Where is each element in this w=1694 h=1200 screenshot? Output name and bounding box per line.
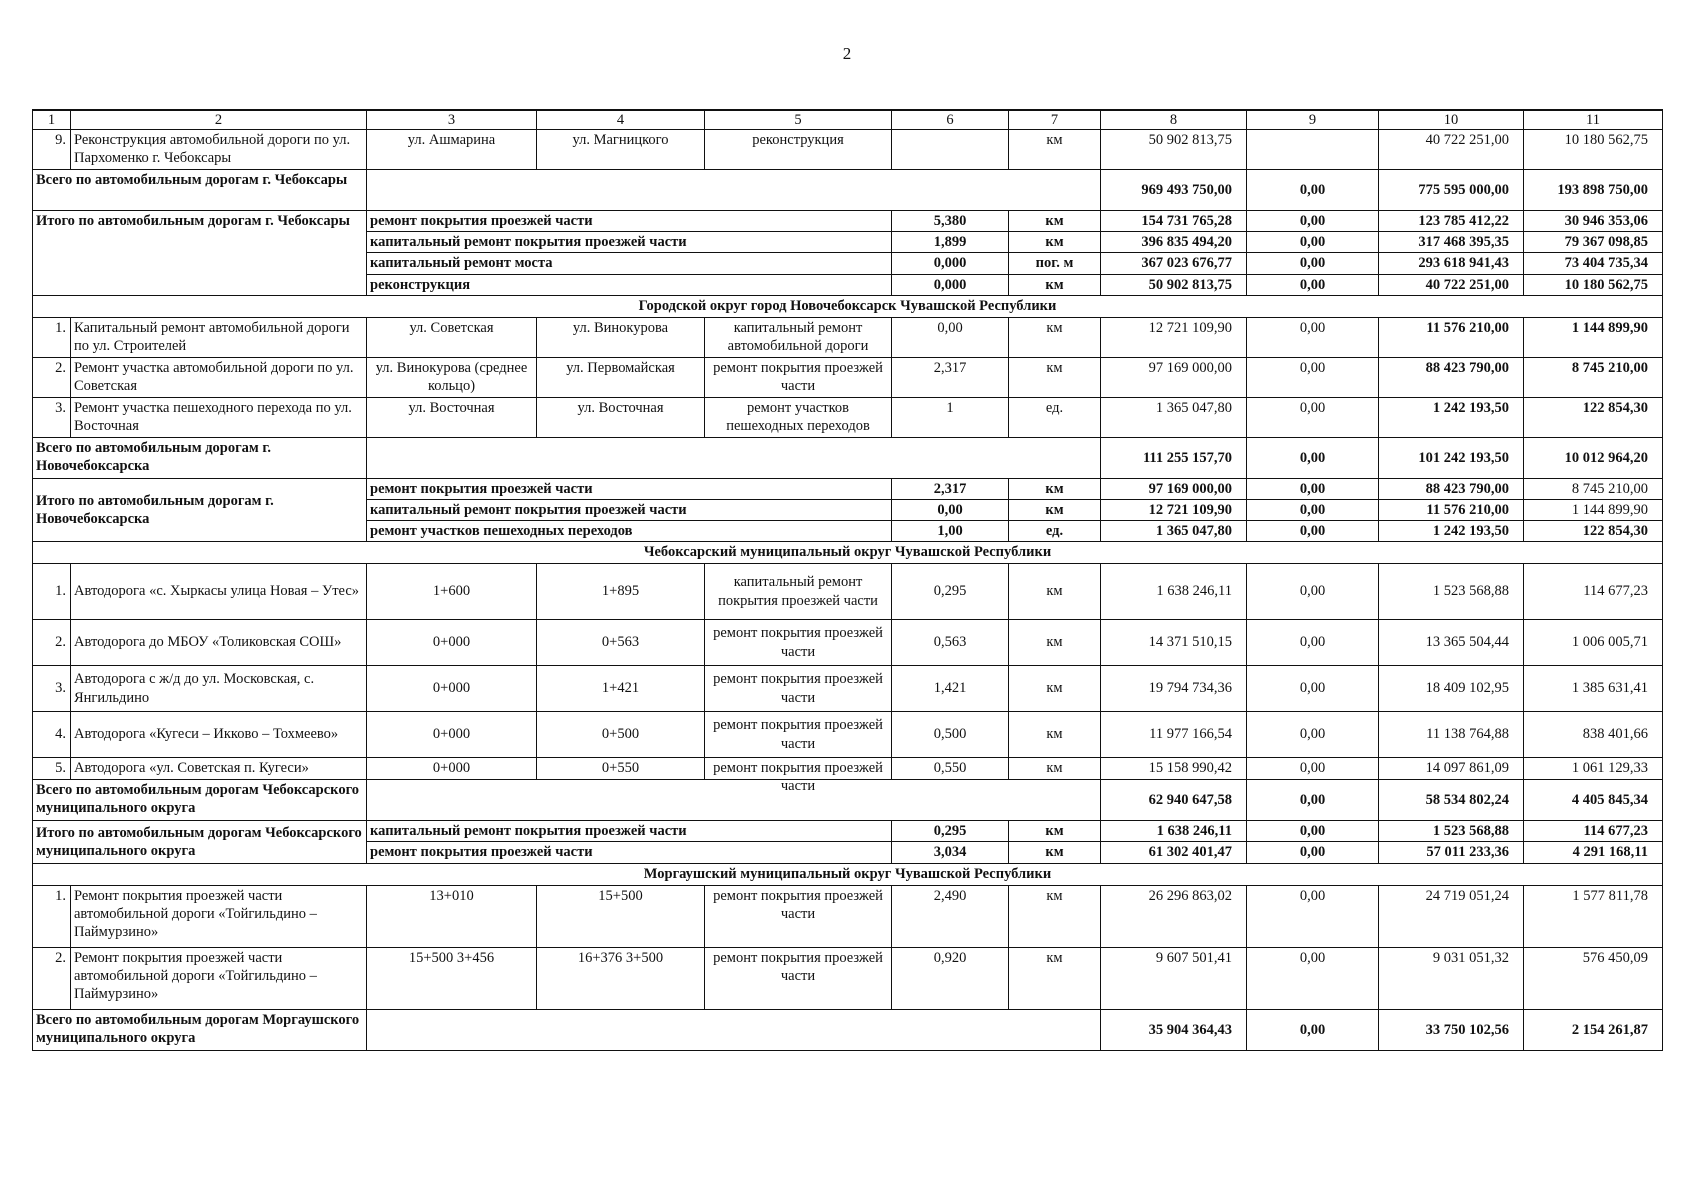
col11-value: 73 404 735,34 xyxy=(1524,253,1663,274)
col9-value: 0,00 xyxy=(1247,1010,1379,1051)
col9-value: 0,00 xyxy=(1247,712,1379,758)
total-cost: 35 904 364,43 xyxy=(1101,1010,1247,1051)
object-name: Капитальный ремонт автомобильной дороги по ул. Строителей xyxy=(71,317,367,357)
col10-value: 88 423 790,00 xyxy=(1379,357,1524,397)
col10-value: 13 365 504,44 xyxy=(1379,620,1524,666)
total-cost: 50 902 813,75 xyxy=(1101,130,1247,170)
length: 1,421 xyxy=(892,666,1009,712)
unit: км xyxy=(1009,357,1101,397)
col11-value: 114 677,23 xyxy=(1524,821,1663,842)
col10-value: 58 534 802,24 xyxy=(1379,780,1524,821)
total-cost: 61 302 401,47 xyxy=(1101,842,1247,864)
col11-value: 576 450,09 xyxy=(1524,948,1663,1010)
col11-value: 30 946 353,06 xyxy=(1524,211,1663,232)
table-row xyxy=(33,712,1663,758)
col9-value: 0,00 xyxy=(1247,397,1379,437)
total-cost: 50 902 813,75 xyxy=(1101,274,1247,295)
col10-value: 1 242 193,50 xyxy=(1379,520,1524,541)
object-name: Реконструкция автомобильной дороги по ул. Пархоменко г. Чебоксары xyxy=(71,130,367,170)
total-cost: 367 023 676,77 xyxy=(1101,253,1247,274)
work-type: капитальный ремонт моста xyxy=(367,253,892,274)
start-point: ул. Ашмарина xyxy=(367,130,537,170)
work-type xyxy=(705,758,892,795)
col9-value: 0,00 xyxy=(1247,564,1379,620)
start-point: 0+000 xyxy=(367,620,537,666)
col-num: 2 xyxy=(71,110,367,130)
total-cost: 15 158 990,42 xyxy=(1101,758,1247,780)
col9-value: 0,00 xyxy=(1247,232,1379,253)
unit: км xyxy=(1009,948,1101,1010)
table-row xyxy=(33,886,1663,948)
row-index: 4. xyxy=(33,712,71,758)
col-num: 8 xyxy=(1101,110,1247,130)
table-row xyxy=(33,564,1663,620)
total-cost: 97 169 000,00 xyxy=(1101,478,1247,499)
work-type-text: ремонт покрытия проезжей части xyxy=(713,760,883,795)
vsego-row xyxy=(33,780,1663,821)
col-num: 7 xyxy=(1009,110,1101,130)
col10-value: 11 576 210,00 xyxy=(1379,317,1524,357)
work-type: капитальный ремонт покрытия проезжей части xyxy=(367,232,892,253)
col10-value: 293 618 941,43 xyxy=(1379,253,1524,274)
total-cost: 1 365 047,80 xyxy=(1101,397,1247,437)
col-num: 6 xyxy=(892,110,1009,130)
section-title: Моргаушский муниципальный округ Чувашской Республики xyxy=(33,864,1663,886)
length: 5,380 xyxy=(892,211,1009,232)
total-cost: 12 721 109,90 xyxy=(1101,317,1247,357)
total-cost: 1 638 246,11 xyxy=(1101,564,1247,620)
unit: км xyxy=(1009,317,1101,357)
col11-value: 1 144 899,90 xyxy=(1524,499,1663,520)
vsego-label: Всего по автомобильным дорогам Моргаушского муниципального округа xyxy=(33,1010,367,1051)
end-point: ул. Винокурова xyxy=(537,317,705,357)
empty-cell xyxy=(367,1010,1101,1051)
col-num: 5 xyxy=(705,110,892,130)
unit: км xyxy=(1009,666,1101,712)
object-name: Автодорога «с. Хыркасы улица Новая – Утес» xyxy=(71,564,367,620)
col9-value: 0,00 xyxy=(1247,170,1379,211)
object-name: Ремонт участка автомобильной дороги по ул. Советская xyxy=(71,357,367,397)
end-point: 0+550 xyxy=(537,758,705,780)
total-cost: 14 371 510,15 xyxy=(1101,620,1247,666)
vsego-label: Всего по автомобильным дорогам Чебоксарского муниципального округа xyxy=(33,780,367,821)
row-index: 5. xyxy=(33,758,71,780)
unit: км xyxy=(1009,886,1101,948)
col11-value: 10 012 964,20 xyxy=(1524,437,1663,478)
col11-value: 4 405 845,34 xyxy=(1524,780,1663,821)
length: 1 xyxy=(892,397,1009,437)
end-point: ул. Первомайская xyxy=(537,357,705,397)
itogo-row xyxy=(33,821,1663,842)
section-title: Городской округ город Новочебоксарск Чувашской Республики xyxy=(33,295,1663,317)
length: 1,899 xyxy=(892,232,1009,253)
work-type: ремонт участков пешеходных переходов xyxy=(367,520,892,541)
vsego-label: Всего по автомобильным дорогам г. Новочебоксарска xyxy=(33,437,367,478)
col11-value: 10 180 562,75 xyxy=(1524,274,1663,295)
col9-value: 0,00 xyxy=(1247,357,1379,397)
row-index: 1. xyxy=(33,886,71,948)
unit: км xyxy=(1009,620,1101,666)
col11-value: 122 854,30 xyxy=(1524,397,1663,437)
end-point: ул. Магницкого xyxy=(537,130,705,170)
col-num: 9 xyxy=(1247,110,1379,130)
row-index: 3. xyxy=(33,666,71,712)
col9-value: 0,00 xyxy=(1247,437,1379,478)
work-type: ремонт покрытия проезжей части xyxy=(705,712,892,758)
itogo-label: Итого по автомобильным дорогам г. Чебоксары xyxy=(33,211,367,296)
col10-value: 11 576 210,00 xyxy=(1379,499,1524,520)
unit: км xyxy=(1009,758,1101,780)
start-point: ул. Восточная xyxy=(367,397,537,437)
itogo-row xyxy=(33,211,1663,232)
col11-value: 4 291 168,11 xyxy=(1524,842,1663,864)
row-index: 9. xyxy=(33,130,71,170)
total-cost: 969 493 750,00 xyxy=(1101,170,1247,211)
length: 0,295 xyxy=(892,821,1009,842)
table-row xyxy=(33,357,1663,397)
unit: км xyxy=(1009,130,1101,170)
length: 0,550 xyxy=(892,758,1009,780)
work-type: ремонт покрытия проезжей части xyxy=(705,886,892,948)
empty-cell xyxy=(367,437,1101,478)
row-index: 1. xyxy=(33,564,71,620)
unit: пог. м xyxy=(1009,253,1101,274)
itogo-label: Итого по автомобильным дорогам Чебоксарского муниципального округа xyxy=(33,821,367,864)
col10-value: 40 722 251,00 xyxy=(1379,130,1524,170)
object-name: Ремонт покрытия проезжей части автомобильной дороги «Тойгильдино – Паймурзино» xyxy=(71,886,367,948)
section-header xyxy=(33,864,1663,886)
col9-value: 0,00 xyxy=(1247,211,1379,232)
table-row xyxy=(33,130,1663,170)
table-row xyxy=(33,397,1663,437)
start-point: 1+600 xyxy=(367,564,537,620)
total-cost: 1 365 047,80 xyxy=(1101,520,1247,541)
total-cost: 62 940 647,58 xyxy=(1101,780,1247,821)
end-point: 1+895 xyxy=(537,564,705,620)
col10-value: 775 595 000,00 xyxy=(1379,170,1524,211)
row-index: 3. xyxy=(33,397,71,437)
row-index: 2. xyxy=(33,620,71,666)
unit: км xyxy=(1009,821,1101,842)
vsego-row xyxy=(33,1010,1663,1051)
roads-table xyxy=(32,109,1663,1051)
col9-value: 0,00 xyxy=(1247,499,1379,520)
total-cost: 97 169 000,00 xyxy=(1101,357,1247,397)
end-point: 1+421 xyxy=(537,666,705,712)
work-type: ремонт покрытия проезжей части xyxy=(367,478,892,499)
start-point: 0+000 xyxy=(367,666,537,712)
unit: км xyxy=(1009,842,1101,864)
col9-value: 0,00 xyxy=(1247,948,1379,1010)
work-type: ремонт участков пешеходных переходов xyxy=(705,397,892,437)
col11-value: 1 577 811,78 xyxy=(1524,886,1663,948)
work-type: капитальный ремонт покрытия проезжей части xyxy=(367,499,892,520)
col-num: 11 xyxy=(1524,110,1663,130)
start-point: 15+500 3+456 xyxy=(367,948,537,1010)
col11-value: 10 180 562,75 xyxy=(1524,130,1663,170)
page-number: 2 xyxy=(842,44,852,63)
end-point: 0+563 xyxy=(537,620,705,666)
col9-value: 0,00 xyxy=(1247,478,1379,499)
work-type: реконструкция xyxy=(367,274,892,295)
unit: км xyxy=(1009,499,1101,520)
col-num: 4 xyxy=(537,110,705,130)
col9-value xyxy=(1247,130,1379,170)
end-point: 15+500 xyxy=(537,886,705,948)
work-type: ремонт покрытия проезжей части xyxy=(705,620,892,666)
table-row xyxy=(33,620,1663,666)
object-name: Автодорога «Кугеси – Икково – Тохмеево» xyxy=(71,712,367,758)
length: 0,00 xyxy=(892,317,1009,357)
total-cost: 1 638 246,11 xyxy=(1101,821,1247,842)
section-header xyxy=(33,542,1663,564)
col10-value: 24 719 051,24 xyxy=(1379,886,1524,948)
length: 1,00 xyxy=(892,520,1009,541)
table-row xyxy=(33,317,1663,357)
col11-value: 1 006 005,71 xyxy=(1524,620,1663,666)
col10-value: 14 097 861,09 xyxy=(1379,758,1524,780)
col10-value: 1 523 568,88 xyxy=(1379,564,1524,620)
col11-value: 122 854,30 xyxy=(1524,520,1663,541)
col9-value: 0,00 xyxy=(1247,666,1379,712)
col9-value: 0,00 xyxy=(1247,886,1379,948)
work-type: ремонт покрытия проезжей части xyxy=(367,842,892,864)
object-name: Ремонт участка пешеходного перехода по ул. Восточная xyxy=(71,397,367,437)
col9-value: 0,00 xyxy=(1247,520,1379,541)
length xyxy=(892,130,1009,170)
total-cost: 111 255 157,70 xyxy=(1101,437,1247,478)
col11-value: 2 154 261,87 xyxy=(1524,1010,1663,1051)
total-cost: 11 977 166,54 xyxy=(1101,712,1247,758)
col9-value: 0,00 xyxy=(1247,274,1379,295)
col11-value: 838 401,66 xyxy=(1524,712,1663,758)
start-point: 13+010 xyxy=(367,886,537,948)
unit: км xyxy=(1009,478,1101,499)
end-point: 16+376 3+500 xyxy=(537,948,705,1010)
length: 0,00 xyxy=(892,499,1009,520)
total-cost: 396 835 494,20 xyxy=(1101,232,1247,253)
start-point: ул. Советская xyxy=(367,317,537,357)
total-cost: 12 721 109,90 xyxy=(1101,499,1247,520)
unit: км xyxy=(1009,211,1101,232)
col9-value: 0,00 xyxy=(1247,758,1379,780)
object-name: Автодорога до МБОУ «Толиковская СОШ» xyxy=(71,620,367,666)
length: 0,920 xyxy=(892,948,1009,1010)
row-index: 2. xyxy=(33,948,71,1010)
total-cost: 154 731 765,28 xyxy=(1101,211,1247,232)
unit: ед. xyxy=(1009,520,1101,541)
col10-value: 123 785 412,22 xyxy=(1379,211,1524,232)
work-type: капитальный ремонт покрытия проезжей части xyxy=(705,564,892,620)
work-type: реконструкция xyxy=(705,130,892,170)
length: 0,295 xyxy=(892,564,1009,620)
col10-value: 57 011 233,36 xyxy=(1379,842,1524,864)
unit: км xyxy=(1009,274,1101,295)
end-point: 0+500 xyxy=(537,712,705,758)
length: 2,317 xyxy=(892,478,1009,499)
section-title: Чебоксарский муниципальный округ Чувашской Республики xyxy=(33,542,1663,564)
object-name: Ремонт покрытия проезжей части автомобильной дороги «Тойгильдино – Паймурзино» xyxy=(71,948,367,1010)
start-point: 0+000 xyxy=(367,758,537,780)
col10-value: 11 138 764,88 xyxy=(1379,712,1524,758)
work-type: ремонт покрытия проезжей части xyxy=(705,666,892,712)
col11-value: 8 745 210,00 xyxy=(1524,357,1663,397)
col-num: 10 xyxy=(1379,110,1524,130)
length: 0,563 xyxy=(892,620,1009,666)
length: 2,490 xyxy=(892,886,1009,948)
col10-value: 1 242 193,50 xyxy=(1379,397,1524,437)
col10-value: 40 722 251,00 xyxy=(1379,274,1524,295)
col11-value: 1 061 129,33 xyxy=(1524,758,1663,780)
table-row xyxy=(33,666,1663,712)
row-index: 1. xyxy=(33,317,71,357)
work-type: капитальный ремонт автомобильной дороги xyxy=(705,317,892,357)
start-point: ул. Винокурова (среднее кольцо) xyxy=(367,357,537,397)
col9-value: 0,00 xyxy=(1247,842,1379,864)
itogo-row xyxy=(33,478,1663,499)
col11-value: 1 144 899,90 xyxy=(1524,317,1663,357)
total-cost: 19 794 734,36 xyxy=(1101,666,1247,712)
work-type: ремонт покрытия проезжей части xyxy=(705,948,892,1010)
col10-value: 9 031 051,32 xyxy=(1379,948,1524,1010)
empty-cell xyxy=(367,170,1101,211)
row-index: 2. xyxy=(33,357,71,397)
object-name: Автодорога «ул. Советская п. Кугеси» xyxy=(71,758,367,780)
start-point: 0+000 xyxy=(367,712,537,758)
length: 0,500 xyxy=(892,712,1009,758)
empty-cell xyxy=(367,780,1101,821)
col10-value: 1 523 568,88 xyxy=(1379,821,1524,842)
col-num: 3 xyxy=(367,110,537,130)
unit: км xyxy=(1009,564,1101,620)
section-header xyxy=(33,295,1663,317)
col9-value: 0,00 xyxy=(1247,317,1379,357)
col10-value: 317 468 395,35 xyxy=(1379,232,1524,253)
work-type: ремонт покрытия проезжей части xyxy=(367,211,892,232)
length: 2,317 xyxy=(892,357,1009,397)
work-type: капитальный ремонт покрытия проезжей части xyxy=(367,821,892,842)
unit: км xyxy=(1009,712,1101,758)
col9-value: 0,00 xyxy=(1247,620,1379,666)
col11-value: 114 677,23 xyxy=(1524,564,1663,620)
col11-value: 193 898 750,00 xyxy=(1524,170,1663,211)
length: 3,034 xyxy=(892,842,1009,864)
col10-value: 18 409 102,95 xyxy=(1379,666,1524,712)
vsego-label: Всего по автомобильным дорогам г. Чебоксары xyxy=(33,170,367,211)
length: 0,000 xyxy=(892,253,1009,274)
length: 0,000 xyxy=(892,274,1009,295)
unit: км xyxy=(1009,232,1101,253)
col10-value: 33 750 102,56 xyxy=(1379,1010,1524,1051)
object-name: Автодорога с ж/д до ул. Московская, с. Янгильдино xyxy=(71,666,367,712)
col10-value: 88 423 790,00 xyxy=(1379,478,1524,499)
col11-value: 79 367 098,85 xyxy=(1524,232,1663,253)
itogo-label: Итого по автомобильным дорогам г. Новочебоксарска xyxy=(33,478,367,541)
table-row xyxy=(33,758,1663,780)
total-cost: 26 296 863,02 xyxy=(1101,886,1247,948)
unit: ед. xyxy=(1009,397,1101,437)
total-cost: 9 607 501,41 xyxy=(1101,948,1247,1010)
col9-value: 0,00 xyxy=(1247,780,1379,821)
col11-value: 8 745 210,00 xyxy=(1524,478,1663,499)
col10-value: 101 242 193,50 xyxy=(1379,437,1524,478)
col-num: 1 xyxy=(33,110,71,130)
col9-value: 0,00 xyxy=(1247,821,1379,842)
vsego-row xyxy=(33,437,1663,478)
table-row xyxy=(33,948,1663,1010)
vsego-row xyxy=(33,170,1663,211)
col9-value: 0,00 xyxy=(1247,253,1379,274)
column-numbers-row xyxy=(33,110,1663,130)
end-point: ул. Восточная xyxy=(537,397,705,437)
work-type: ремонт покрытия проезжей части xyxy=(705,357,892,397)
col11-value: 1 385 631,41 xyxy=(1524,666,1663,712)
